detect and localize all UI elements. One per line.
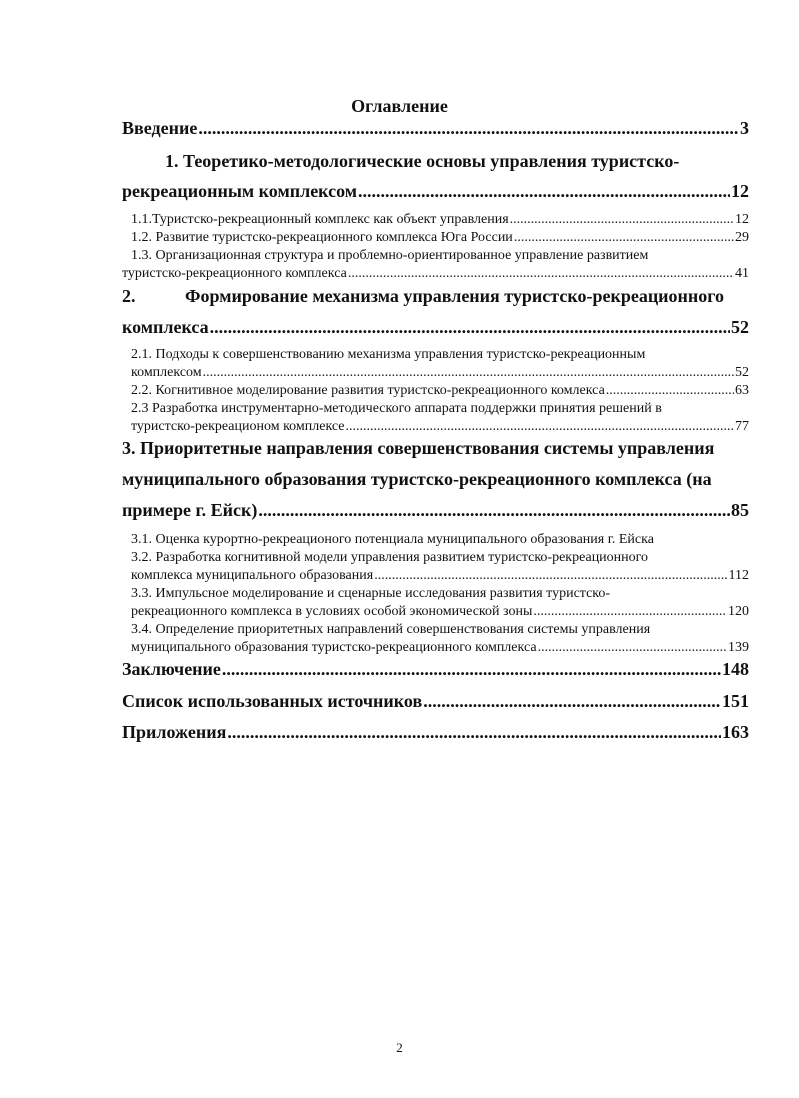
leader-dots [227, 722, 721, 743]
toc-page-number: 12 [735, 212, 749, 227]
toc-entry-intro[interactable] [122, 118, 749, 139]
toc-entry-3-2-line1[interactable]: 3.2. Разработка когнитивной модели управления развитием туристско-рекреационного [131, 550, 649, 565]
toc-chapter2-line1[interactable]: Формирование механизма управления туристско-рекреационного [185, 286, 725, 306]
toc-entry-label: Список использованных источников [122, 691, 423, 711]
toc-page-number: 52 [735, 365, 749, 380]
toc-chapter3-line2[interactable]: муниципального образования туристско-рекреационного комплекса (на [122, 469, 712, 489]
toc-entry-label: туристско-рекреационного комплекса [122, 266, 347, 281]
toc-entry-chapter1[interactable] [122, 181, 749, 202]
toc-page-number: 63 [735, 383, 749, 398]
toc-entry-label: Приложения [122, 722, 227, 742]
toc-entry-number: 1.1. [131, 212, 152, 227]
toc-entry-1-2[interactable] [131, 230, 749, 246]
toc-chapter2-number[interactable]: 2. [122, 286, 136, 306]
toc-entry-2-1-line1[interactable]: 2.1. Подходы к совершенствованию механизма управления туристско-рекреационным [131, 347, 646, 362]
toc-page-number: 163 [722, 722, 749, 742]
leader-dots [348, 266, 734, 282]
toc-page-number: 77 [735, 419, 749, 434]
toc-entry-sources[interactable] [122, 691, 749, 712]
toc-entry-chapter3[interactable] [122, 500, 749, 521]
toc-entry-label: 1.2. Развитие туристско-рекреационного комплекса Юга России [131, 230, 513, 245]
toc-entry-2-3[interactable] [131, 419, 749, 435]
toc-entry-label: муниципального образования туристско-рекреационного комплекса [131, 640, 537, 655]
toc-page-number: 41 [735, 266, 749, 281]
toc-page-number: 148 [722, 659, 749, 679]
toc-page-number: 151 [722, 691, 749, 711]
toc-entry-label: рекреационного комплекса в условиях особой экономической зоны [131, 604, 533, 619]
toc-entry-label: Введение [122, 118, 198, 138]
toc-entry-3-3-line1[interactable]: 3.3. Импульсное моделирование и сценарные исследования развития туристско- [131, 586, 611, 601]
toc-page-number: 85 [731, 500, 749, 520]
leader-dots [538, 640, 727, 656]
leader-dots [358, 181, 730, 202]
toc-entry-label: Заключение [122, 659, 221, 679]
page-number: 2 [396, 1040, 403, 1055]
toc-entry-label: примере г. Ейск) [122, 500, 258, 520]
toc-entry-label: туристско-рекреационом комплексе [131, 419, 345, 434]
leader-dots [198, 118, 739, 139]
toc-chapter1-line1[interactable]: 1. Теоретико-методологические основы управления туристско- [165, 151, 680, 171]
leader-dots [374, 568, 727, 584]
toc-entry-3-4[interactable] [131, 640, 749, 656]
toc-page-number: 139 [728, 640, 749, 655]
toc-page-number: 52 [731, 317, 749, 337]
leader-dots [203, 365, 734, 381]
toc-entry-chapter2[interactable] [122, 317, 749, 338]
toc-entry-label: комплекса [122, 317, 209, 337]
toc-entry-appendix[interactable] [122, 722, 749, 743]
leader-dots [606, 383, 734, 399]
toc-entry-3-4-line1[interactable]: 3.4. Определение приоритетных направлений совершенствования системы управления [131, 622, 651, 637]
toc-entry-label: 2.2. Когнитивное моделирование развития туристско-рекреационного комлекса [131, 383, 605, 398]
toc-page-number: 112 [728, 568, 749, 583]
leader-dots [346, 419, 734, 435]
leader-dots [210, 317, 730, 338]
toc-page-number: 120 [728, 604, 749, 619]
toc-page-number: 3 [740, 118, 749, 138]
leader-dots [533, 604, 727, 620]
toc-entry-2-3-line1[interactable]: 2.3 Разработка инструментарно-методического аппарата поддержки принятия решений в [131, 401, 662, 416]
toc-title: Оглавление [351, 96, 448, 116]
toc-entry-1-3[interactable] [122, 266, 749, 282]
toc-entry-1-3-line1[interactable]: 1.3. Организационная структура и проблемно-ориентированное управление развитием [131, 248, 649, 263]
toc-entry-2-2[interactable] [131, 383, 749, 399]
toc-entry-3-2[interactable] [131, 568, 749, 584]
toc-entry-3-3[interactable] [131, 604, 749, 620]
leader-dots [514, 230, 734, 246]
toc-entry-conclusion[interactable] [122, 659, 749, 680]
toc-entry-label: Туристско-рекреационный комплекс как объект управления [152, 212, 509, 227]
toc-page-number: 12 [731, 181, 749, 201]
toc-chapter3-line1[interactable]: 3. Приоритетные направления совершенствования системы управления [122, 438, 715, 458]
toc-entry-2-1[interactable] [131, 365, 749, 381]
toc-entry-label: рекреационным комплексом [122, 181, 358, 201]
toc-page-number: 29 [735, 230, 749, 245]
toc-entry-label: комплексом [131, 365, 202, 380]
leader-dots [258, 500, 730, 521]
leader-dots [510, 212, 734, 228]
toc-entry-label: комплекса муниципального образования [131, 568, 374, 583]
leader-dots [423, 691, 721, 712]
leader-dots [222, 659, 721, 680]
toc-entry-1-1[interactable] [131, 212, 749, 228]
toc-entry-3-1[interactable]: 3.1. Оценка курортно-рекреационого потенциала муниципального образования г. Ейска [131, 532, 654, 547]
